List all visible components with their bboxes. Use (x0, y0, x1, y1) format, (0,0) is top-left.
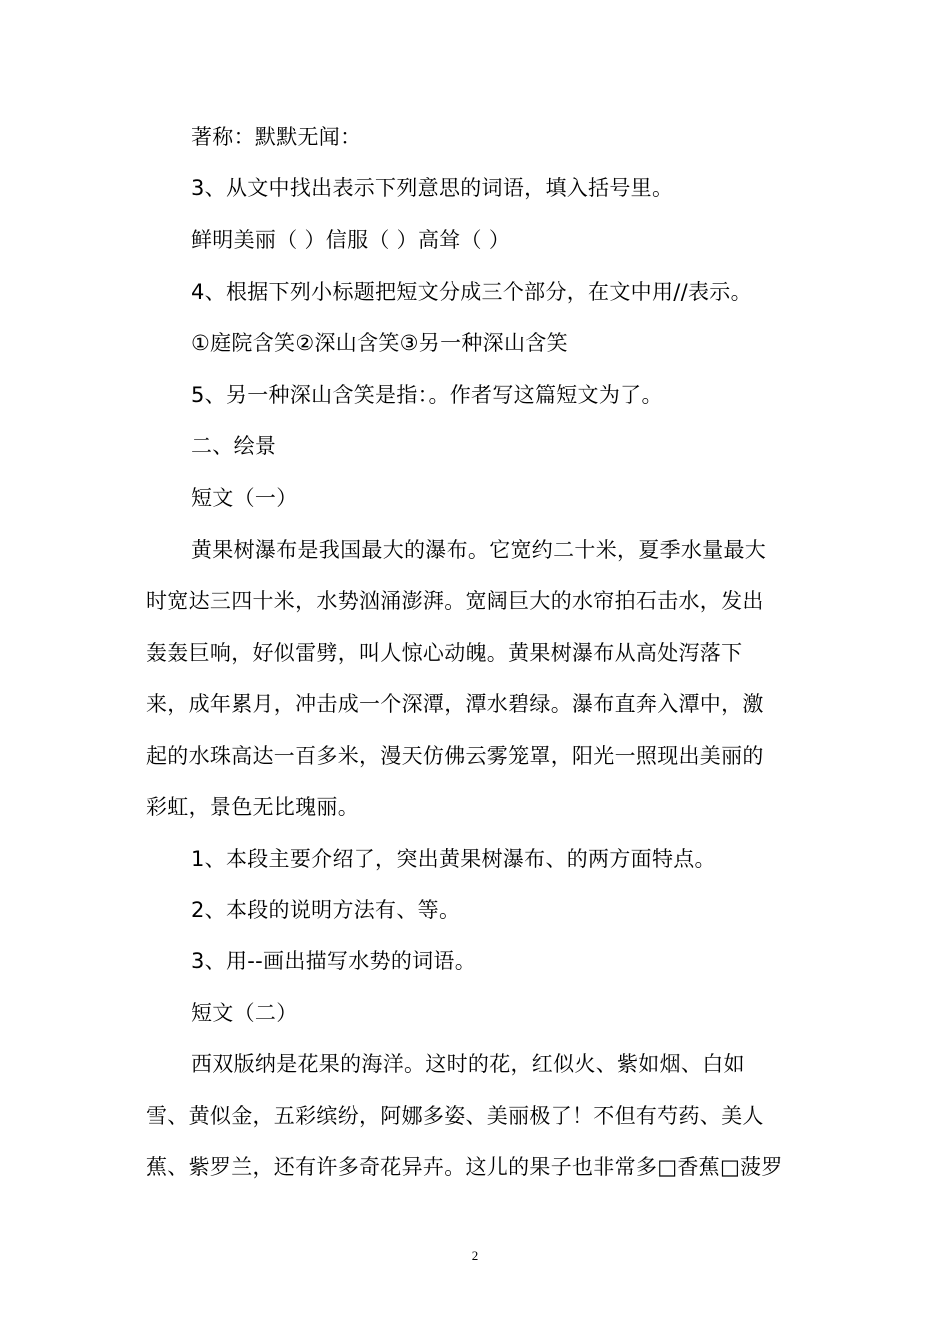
paragraph-line: 轰轰巨响，好似雷劈，叫人惊心动魄。黄果树瀑布从高处泻落下 (146, 641, 743, 665)
paragraph-line: 来，成年累月，冲击成一个深潭，潭水碧绿。瀑布直奔入潭中，激 (146, 692, 764, 716)
question-3: 3、用--画出描写水势的词语。 (191, 949, 477, 973)
paragraph-line: 蕉、紫罗兰，还有许多奇花异卉。这儿的果子也非常多□香蕉□菠罗 (146, 1155, 783, 1179)
paragraph-line: 黄果树瀑布是我国最大的瀑布。它宽约二十米，夏季水量最大 (191, 538, 767, 562)
passage-title: 短文（二） (191, 1001, 298, 1025)
question-4: 4、根据下列小标题把短文分成三个部分，在文中用//表示。 (191, 280, 752, 304)
question-3: 3、从文中找出表示下列意思的词语，填入括号里。 (191, 176, 674, 200)
text-line: 鲜明美丽（ ）信服（ ）高耸（ ） (191, 228, 511, 252)
paragraph-line: 彩虹，景色无比瑰丽。 (146, 795, 359, 819)
paragraph-line: 雪、黄似金，五彩缤纷，阿娜多姿、美丽极了！不但有芍药、美人 (146, 1104, 764, 1128)
page-number: 2 (471, 1248, 479, 1263)
paragraph-line: 起的水珠高达一百多米，漫天仿佛云雾笼罩，阳光一照现出美丽的 (146, 744, 764, 768)
paragraph-line: 西双版纳是花果的海洋。这时的花，红似火、紫如烟、白如 (191, 1052, 745, 1076)
section-heading: 二、绘景 (191, 434, 277, 458)
text-line: ①庭院含笑②深山含笑③另一种深山含笑 (191, 331, 568, 355)
question-5: 5、另一种深山含笑是指：。作者写这篇短文为了。 (191, 383, 663, 407)
passage-title: 短文（一） (191, 486, 298, 510)
question-2: 2、本段的说明方法有、等。 (191, 898, 461, 922)
question-1: 1、本段主要介绍了，突出黄果树瀑布、的两方面特点。 (191, 847, 716, 871)
paragraph-line: 时宽达三四十米，水势汹涌澎湃。宽阔巨大的水帘拍石击水，发出 (146, 589, 764, 613)
text-line: 著称：默默无闻： (191, 125, 362, 149)
